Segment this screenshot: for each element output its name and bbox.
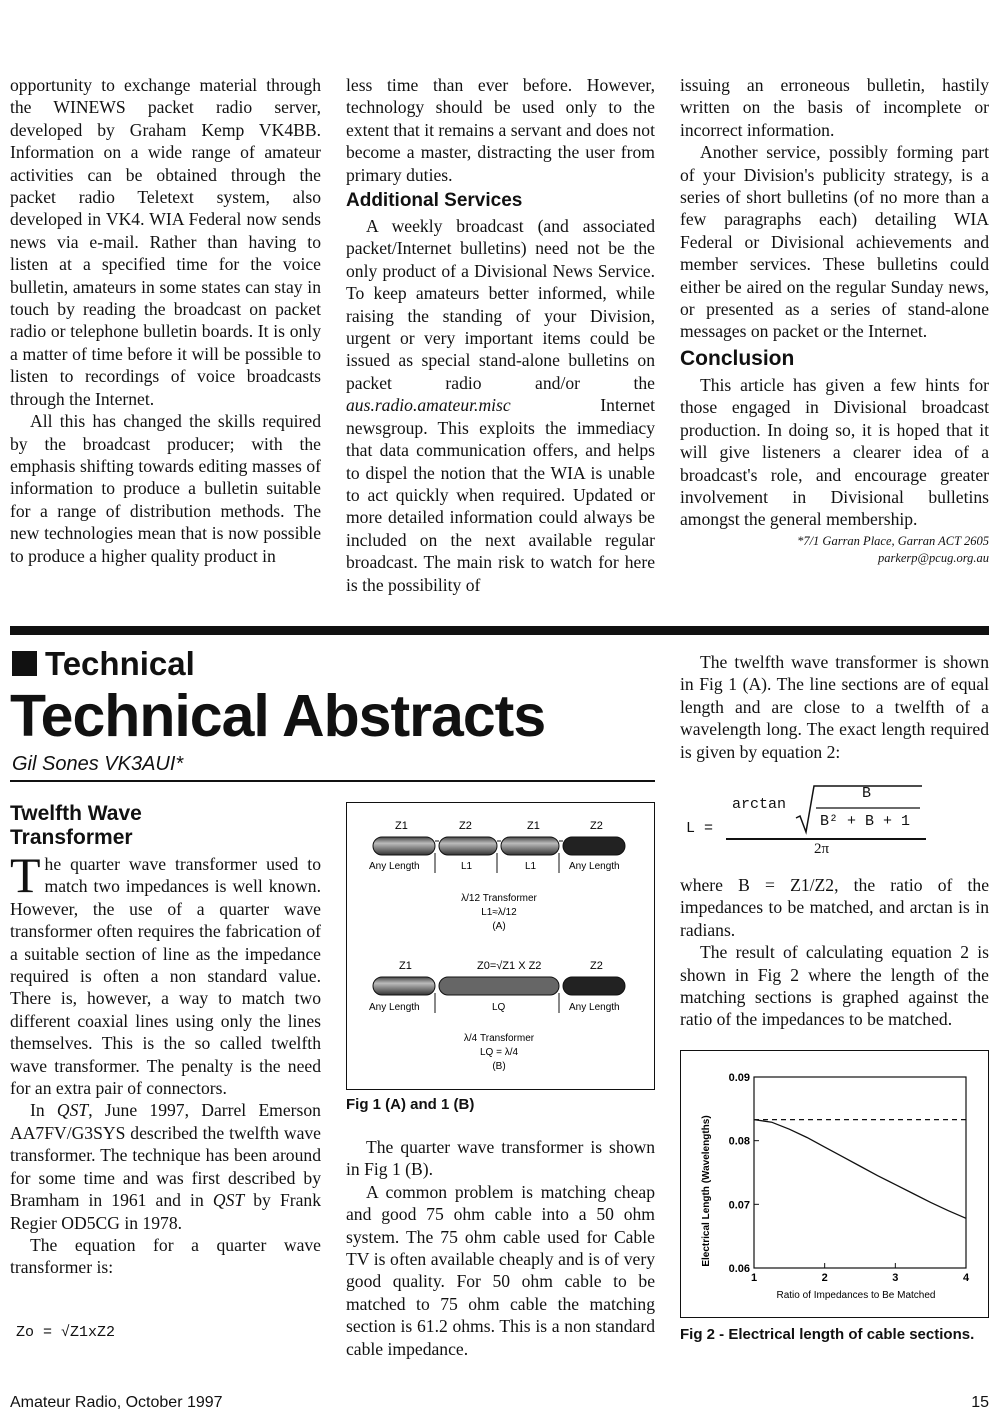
figure-2 xyxy=(680,1050,989,1318)
chart-plot-frame xyxy=(754,1077,966,1268)
eq2-2pi: 2π xyxy=(814,841,830,857)
top-col2-para-2: A weekly broadcast (and associated packet/Internet bulletins) need not be the only product of a Divisional News Service. To keep amateurs better informed, while raising the standing of your Division, urgent or very important items could be issued as special stand-alone bulletins on packet radio and/or the aus.radio.amateur.misc Internet newsgroup. This exploits the immediacy that data communication offers, and helps to dispel the notion that the WIA is unable to act quickly when required. Updated or more detailed information could always be included on the next available regular broadcast. The main risk to watch for here is the possibility of xyxy=(346,216,655,595)
fig1a-caption-1: λ/12 Transformer xyxy=(461,893,537,904)
top-col2-para-1: less time than ever before. However, technology should be used only to the extent that it remains a servant and does not become a master, distracting the user from primary duties. xyxy=(346,75,655,185)
chart-xlabel: Ratio of Impedances to Be Matched xyxy=(776,1290,936,1301)
fig1b-caption-1: λ/4 Transformer xyxy=(463,1033,535,1044)
article-column-3 xyxy=(680,651,989,763)
article-column-1 xyxy=(10,802,321,1279)
fig1a-seg-l1-2: L1 xyxy=(525,861,537,872)
fig1a-caption-2: L1≈λ/12 xyxy=(481,907,517,918)
fig1a-cable-4 xyxy=(563,837,625,855)
fig1b-cable-2 xyxy=(439,977,559,995)
figure-1 xyxy=(346,802,655,1090)
top-col3-para-2: Another service, possibly forming part of your Division's publicity strategy, is a series of short bulletins (of no more than a few paragraphs each) detailing WIA Federal or Divisional achievements and member services. These bulletins could either be aired on the regular Sunday news, or presented as a series of stand-alone messages on packet or the Internet. xyxy=(680,142,989,342)
fig1a-seg-l1-1: L1 xyxy=(461,861,473,872)
chart-series-line-0 xyxy=(754,1120,966,1219)
top-column-2 xyxy=(346,74,655,596)
article-title: Technical Abstracts xyxy=(10,683,546,749)
equation-2 xyxy=(682,780,987,862)
article-para-2: In QST, June 1997, Darrel Emerson AA7FV/G3SYS described the twelfth wave transformer. The technique has been around for some time and was first described by Bramham in 1961 and in QST by Frank Regier OD5CG in 1978. xyxy=(10,1100,321,1233)
fig1b-label-z0: Z0=√Z1 X Z2 xyxy=(477,960,542,972)
chart-xtick-label-0: 1 xyxy=(750,1272,758,1284)
article-right-para-2: where B = Z1/Z2, the ratio of the impedances to be matched, and arctan is in radians. xyxy=(680,875,989,940)
article-column-3b xyxy=(680,874,989,1031)
chart-xtick-label-2: 3 xyxy=(892,1272,899,1284)
twelfth-wave-heading: Twelfth Wave Transformer xyxy=(10,802,142,849)
section-square-icon xyxy=(12,651,37,676)
fig1a-cable-1 xyxy=(373,837,435,855)
top-column-1 xyxy=(10,74,321,567)
section-label xyxy=(12,644,195,684)
page-number: 15 xyxy=(971,1394,989,1411)
byline: Gil Sones VK3AUI* xyxy=(12,753,184,775)
article-mid-para-1: The quarter wave transformer is shown in Fig 1 (B). xyxy=(346,1137,655,1180)
figure-1-diagram xyxy=(347,803,653,1088)
top-col3-para-1: issuing an erroneous bulletin, hastily written on the basis of incomplete or incorrect information. xyxy=(680,75,989,140)
fig1a-cable-3 xyxy=(501,837,559,855)
top-col1-para-1: opportunity to exchange material through the WINEWS packet radio server, developed by Graham Kemp VK4BB. Information on a wide range of amateur activities can be obtained through the packet radio Teletext system, also developed in VK4. WIA Federal now sends news via e-mail. Rather than having to listen at a specified time for the voice bulletin, amateurs in some states can stay in touch by reading the broadcast on packet radio or telephone bulletin boards. It is only a matter of time before it will be possible to listen to recordings of voice broadcasts through the Internet. xyxy=(10,75,321,409)
newsgroup-name: aus.radio.amateur.misc xyxy=(346,395,511,416)
conclusion-heading: Conclusion xyxy=(680,346,795,370)
eq2-numerator: B xyxy=(862,785,872,802)
article-right-para-3: The result of calculating equation 2 is shown in Fig 2 where the length of the matching sections is graphed against the ratio of the impedances to be matched. xyxy=(680,942,989,1030)
fig1b-cable-1 xyxy=(373,977,435,995)
chart-ytick-label-2: 0.08 xyxy=(728,1135,750,1148)
fig1a-seg-any-2: Any Length xyxy=(569,861,620,872)
article-column-2 xyxy=(346,1136,655,1360)
fig1a-label-z2b: Z2 xyxy=(590,820,603,832)
eq2-fraction-bar xyxy=(726,838,926,840)
fig1a-label-z1b: Z1 xyxy=(527,820,540,832)
drop-cap: T xyxy=(10,847,41,903)
author-address: *7/1 Garran Place, Garran ACT 2605 xyxy=(797,533,989,548)
fig1a-seg-any-1: Any Length xyxy=(369,861,420,872)
fig1a-label-z2: Z2 xyxy=(459,820,472,832)
equation-1: Zo = √Z1xZ2 xyxy=(16,1324,116,1341)
article-para-3: The equation for a quarter wave transformer is: xyxy=(10,1234,321,1278)
article-right-para-1: The twelfth wave transformer is shown in Fig 1 (A). The line sections are of equal length and are close to a twelfth of a wavelength long. The exact length required is given by equation 2: xyxy=(680,652,989,762)
fig1b-label-z1: Z1 xyxy=(399,960,412,972)
chart-ytick-label-0: 0.06 xyxy=(728,1263,750,1275)
fig1b-seg-any-2: Any Length xyxy=(569,1002,620,1013)
fig1b-caption-3: (B) xyxy=(492,1061,506,1072)
chart-ytick-label-1: 0.07 xyxy=(728,1199,750,1212)
top-column-3 xyxy=(680,74,989,567)
fig1b-label-z2: Z2 xyxy=(590,960,603,972)
additional-services-heading: Additional Services xyxy=(346,190,523,212)
chart-xtick-label-3: 4 xyxy=(962,1272,970,1284)
section-rule xyxy=(10,626,989,635)
chart-ylabel: Electrical Length (Wavelengths) xyxy=(701,1115,712,1267)
eq2-arctan: arctan xyxy=(732,796,787,813)
fig2-caption: Fig 2 - Electrical length of cable sections. xyxy=(680,1326,975,1343)
fig1b-caption-2: LQ = λ/4 xyxy=(479,1047,519,1058)
fig1a-caption-3: (A) xyxy=(492,921,506,932)
eq2-L: L = xyxy=(686,820,714,837)
top-col3-para-3: This article has given a few hints for those engaged in Divisional broadcast production. In doing so, it is hoped that it will give listeners a clearer idea of a broadcast's role, and encourage greater involvement in Divisional bulletins amongst the general membership. xyxy=(680,374,989,530)
fig1b-seg-any-1: Any Length xyxy=(369,1002,420,1013)
author-email: parkerp@pcug.org.au xyxy=(877,550,989,565)
fig1b-seg-lq: LQ xyxy=(492,1002,506,1013)
chart-ytick-label-3: 0.09 xyxy=(728,1072,750,1084)
chart-xtick-label-1: 2 xyxy=(821,1272,828,1284)
header-rule xyxy=(10,780,655,782)
fig1a-cable-2 xyxy=(439,837,497,855)
article-mid-para-2: A common problem is matching cheap and good 75 ohm cable into a 50 ohm system. The 75 ohm cable used for Cable TV is often available cheaply and is of very good quality. For 50 ohm cable to be matched to 75 ohm cable the matching section is 61.2 ohms. This is a non standard cable impedance. xyxy=(346,1181,655,1359)
article-para-1: The quarter wave transformer used to match two impedances is well known. However, the use of a quarter wave transformer often requires the fabrication of a suitable section of line as the impedance required is often a non standard value. There is, however, a way to match two different coaxial lines using only the lines themselves. This is the so called twelfth wave transformer. The penalty is the need for an extra pair of connectors. xyxy=(10,847,321,1099)
fig1-caption: Fig 1 (A) and 1 (B) xyxy=(346,1096,475,1113)
section-label-text: Technical xyxy=(45,645,195,682)
footer-publication: Amateur Radio, October 1997 xyxy=(10,1394,223,1411)
top-col1-para-2: All this has changed the skills required by the broadcast producer; with the emphasis shifting towards editing masses of information to produce a bulletin suitable for a range of distribution methods. The new technologies mean that is now possible to produce a higher quality product in xyxy=(10,411,321,566)
fig1a-label-z1: Z1 xyxy=(395,820,408,832)
figure-2-chart xyxy=(681,1051,987,1316)
eq2-denominator: B² + B + 1 xyxy=(820,813,911,830)
fig1b-cable-3 xyxy=(563,977,625,995)
